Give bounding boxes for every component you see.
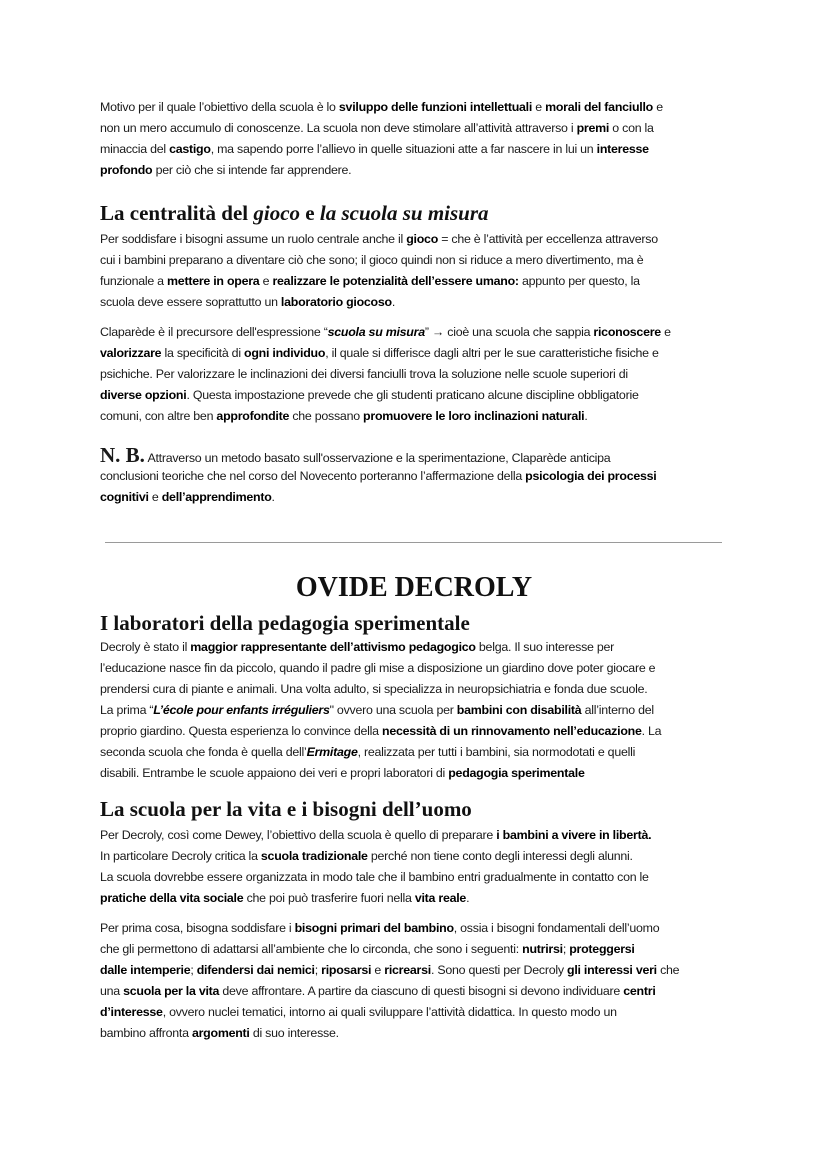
text-run: laboratorio giocoso (280, 295, 392, 309)
text-run: , ovvero nuclei tematici, intorno ai quali sviluppare l’attività didattica. In questo modo un (162, 1005, 617, 1019)
text-run: e (300, 201, 320, 225)
text-run: scuola deve essere soprattutto un (100, 295, 281, 309)
text-run: e (148, 490, 162, 504)
text-line (100, 960, 740, 981)
text-run: La centralità del (100, 201, 254, 225)
paragraph-scuola-su-misura (100, 322, 740, 427)
text-run: In particolare Decroly critica la (100, 849, 261, 863)
text-line (100, 292, 740, 313)
text-run: per ciò che si intende far apprendere. (152, 163, 352, 177)
text-line (100, 637, 740, 658)
text-run: Motivo per il quale l’obiettivo della scuola è lo (100, 100, 339, 114)
text-run: prendersi cura di piante e animali. Una volta adulto, si specializza in neuropsichiatria e fonda due scuole. (100, 682, 648, 696)
text-line (100, 322, 740, 343)
text-run: promuovere le loro inclinazioni naturali (363, 409, 585, 423)
note-label: N. B. (100, 443, 145, 467)
text-run: I laboratori della pedagogia sperimentale (100, 611, 470, 635)
text-line (100, 139, 740, 160)
text-run: La scuola per la vita e i bisogni dell’uomo (100, 797, 472, 821)
text-line (100, 229, 740, 250)
text-run: valorizzare (100, 346, 162, 360)
text-line (100, 742, 740, 763)
text-run: realizzare le potenzialità dell’essere umano: (272, 274, 519, 288)
text-run: approfondite (216, 409, 290, 423)
text-line (100, 97, 740, 118)
text-run: riposarsi (321, 963, 372, 977)
text-run: dalle intemperie (100, 963, 191, 977)
text-run: una (100, 984, 124, 998)
paragraph-objective (100, 97, 740, 181)
text-run: . (271, 490, 275, 504)
text-line (100, 385, 740, 406)
text-line (100, 406, 740, 427)
text-line (100, 1002, 740, 1023)
text-run: necessità di un rinnovamento nell’educazione (382, 724, 642, 738)
text-run: cui i bambini preparano a diventare ciò che sono; il gioco quindi non si riduce a mero divertimento, ma è (100, 253, 644, 267)
text-run: la scuola su misura (319, 201, 489, 225)
text-run: " ovvero una scuola per (329, 703, 457, 717)
text-run: disabili. Entrambe le scuole appaiono dei veri e propri laboratori di (100, 766, 449, 780)
section-heading (100, 796, 740, 822)
text-run: deve affrontare. A partire da ciascuno di questi bisogni si devono individuare (219, 984, 624, 998)
text-run: Claparède è il precursore dell'espressione “ (100, 325, 328, 339)
text-run: vita reale (414, 891, 467, 905)
text-line (100, 118, 740, 139)
text-line (100, 1023, 740, 1044)
text-run: Attraverso un metodo basato sull'osservazione e la sperimentazione, Claparède anticipa (144, 451, 611, 465)
text-run: = che è l’attività per eccellenza attraverso (438, 232, 658, 246)
text-run: argomenti (191, 1026, 250, 1040)
text-run: interesse (596, 142, 649, 156)
text-run: l’educazione nasce fin da piccolo, quando il padre gli mise a disposizione un giardino dove poter giocare e (100, 661, 656, 675)
text-run: nutrirsi (522, 942, 563, 956)
text-run: bisogni primari del bambino (294, 921, 454, 935)
text-run: . (391, 295, 396, 309)
text-run: gioco (406, 232, 439, 246)
heading-scuola-per-la-vita (100, 796, 740, 822)
text-line (100, 160, 740, 181)
text-run: ; (562, 942, 570, 956)
text-run: profondo (100, 163, 153, 177)
text-run: Per soddisfare i bisogni assume un ruolo centrale anche il (100, 232, 407, 246)
text-run: pratiche della vita sociale (100, 891, 244, 905)
text-run: che (656, 963, 680, 977)
text-run: appunto per questo, la (518, 274, 640, 288)
text-run: La scuola dovrebbe essere organizzata in modo tale che il bambino entri gradualmente in contatto con le (100, 870, 649, 884)
text-line (100, 364, 740, 385)
text-run: , il quale si differisce dagli altri per le sue caratteristiche fisiche e (325, 346, 659, 360)
section-divider (105, 542, 722, 543)
text-run: . La (641, 724, 662, 738)
paragraph-dewey (100, 825, 740, 909)
text-run: psicologia dei processi (525, 469, 657, 483)
text-run: d’interesse (100, 1005, 163, 1019)
text-run: gli interessi veri (567, 963, 657, 977)
text-run: bambino affronta (100, 1026, 192, 1040)
text-run: maggior rappresentante dell’attivismo pedagogico (190, 640, 476, 654)
text-run: . (466, 891, 470, 905)
text-run: riconoscere (593, 325, 661, 339)
text-line (100, 888, 740, 909)
text-run: sviluppo delle funzioni intellettuali (338, 100, 533, 114)
text-run: di suo interesse. (249, 1026, 339, 1040)
text-line (100, 981, 740, 1002)
text-run: L’école pour enfants irréguliers (153, 703, 330, 717)
text-run: mettere in opera (167, 274, 260, 288)
text-run: Per prima cosa, bisogna soddisfare i (100, 921, 295, 935)
text-run: Decroly è stato il (100, 640, 191, 654)
text-run: psichiche. Per valorizzare le inclinazioni dei diversi fanciulli trova la soluzione nelle scuole superiori di (100, 367, 628, 381)
text-line (100, 846, 740, 867)
text-run: castigo (169, 142, 211, 156)
text-run: e (371, 963, 385, 977)
text-run: che poi può trasferire fuori nella (243, 891, 415, 905)
text-run: premi (576, 121, 610, 135)
text-run: i bambini a vivere in libertà. (496, 828, 652, 842)
text-run: funzionale a (100, 274, 168, 288)
section-heading (100, 610, 740, 636)
text-run: diverse opzioni (100, 388, 187, 402)
text-run: morali del fanciullo (545, 100, 653, 114)
text-run: La prima “ (100, 703, 154, 717)
text-line (100, 867, 740, 888)
heading-gioco (100, 200, 740, 226)
text-line (100, 445, 740, 466)
text-line (100, 939, 740, 960)
text-run: , ma sapendo porre l’allievo in quelle situazioni atte a far nascere in lui un (210, 142, 597, 156)
text-line (100, 721, 740, 742)
text-run: Per Decroly, così come Dewey, l’obiettivo della scuola è quello di preparare (100, 828, 497, 842)
text-line (100, 918, 740, 939)
text-run: scuola per la vita (123, 984, 220, 998)
text-run: pedagogia sperimentale (448, 766, 585, 780)
text-run: gioco (253, 201, 301, 225)
text-run: difendersi dai nemici (196, 963, 315, 977)
text-run: cognitivi (100, 490, 149, 504)
text-line (100, 763, 740, 784)
text-line (100, 658, 740, 679)
text-run: dell’apprendimento (161, 490, 272, 504)
text-line (100, 825, 740, 846)
paragraph-bisogni (100, 918, 740, 1044)
paragraph-decroly-bio (100, 637, 740, 784)
text-run: ogni individuo (244, 346, 326, 360)
text-run: e (532, 100, 546, 114)
text-run: che gli permettono di adattarsi all’ambiente che lo circonda, che sono i seguenti: (100, 942, 523, 956)
text-run: e (259, 274, 273, 288)
text-run: la specificità di (161, 346, 245, 360)
text-run: . (584, 409, 588, 423)
text-run: bambini con disabilità (456, 703, 582, 717)
text-run: proteggersi (569, 942, 635, 956)
heading-laboratori (100, 610, 740, 636)
text-run: seconda scuola che fonda è quella dell’ (100, 745, 307, 759)
text-run: o con la (609, 121, 654, 135)
text-run: belga. Il suo interesse per (475, 640, 615, 654)
text-run: perché non tiene conto degli interessi degli alunni. (367, 849, 633, 863)
text-run: , ossia i bisogni fondamentali dell’uomo (453, 921, 660, 935)
text-run: che possano (289, 409, 364, 423)
paragraph-gioco (100, 229, 740, 313)
page-title: OVIDE DECROLY (295, 572, 533, 603)
text-line (100, 679, 740, 700)
text-run: centri (623, 984, 656, 998)
text-run: non un mero accumulo di conoscenze. La scuola non deve stimolare all’attività attraverso i (100, 121, 577, 135)
text-run: e (653, 100, 663, 114)
text-run: ; (190, 963, 197, 977)
text-run: scuola su misura (327, 325, 425, 339)
text-line (100, 487, 740, 508)
text-line (100, 466, 740, 487)
text-run: conclusioni teoriche che nel corso del Novecento porteranno l’affermazione della (100, 469, 526, 483)
text-line (100, 700, 740, 721)
text-run: e (660, 325, 671, 339)
text-line (100, 343, 740, 364)
text-run: . Questa impostazione prevede che gli studenti praticano alcune discipline obbligatorie (186, 388, 639, 402)
text-run: ” → cioè una scuola che sappia (424, 325, 594, 339)
text-run: . Sono questi per Decroly (430, 963, 568, 977)
text-run: ricrearsi (384, 963, 431, 977)
text-line (100, 271, 740, 292)
text-run: Ermitage (306, 745, 358, 759)
note-nb (100, 445, 740, 508)
text-run: minaccia del (100, 142, 170, 156)
text-line (100, 250, 740, 271)
text-run: , realizzata per tutti i bambini, sia normodotati e quelli (357, 745, 636, 759)
text-run: all’interno del (581, 703, 654, 717)
text-run: ; (314, 963, 322, 977)
text-run: comuni, con altre ben (100, 409, 217, 423)
text-run: proprio giardino. Questa esperienza lo convince della (100, 724, 382, 738)
section-heading (100, 200, 740, 226)
text-run: scuola tradizionale (260, 849, 368, 863)
